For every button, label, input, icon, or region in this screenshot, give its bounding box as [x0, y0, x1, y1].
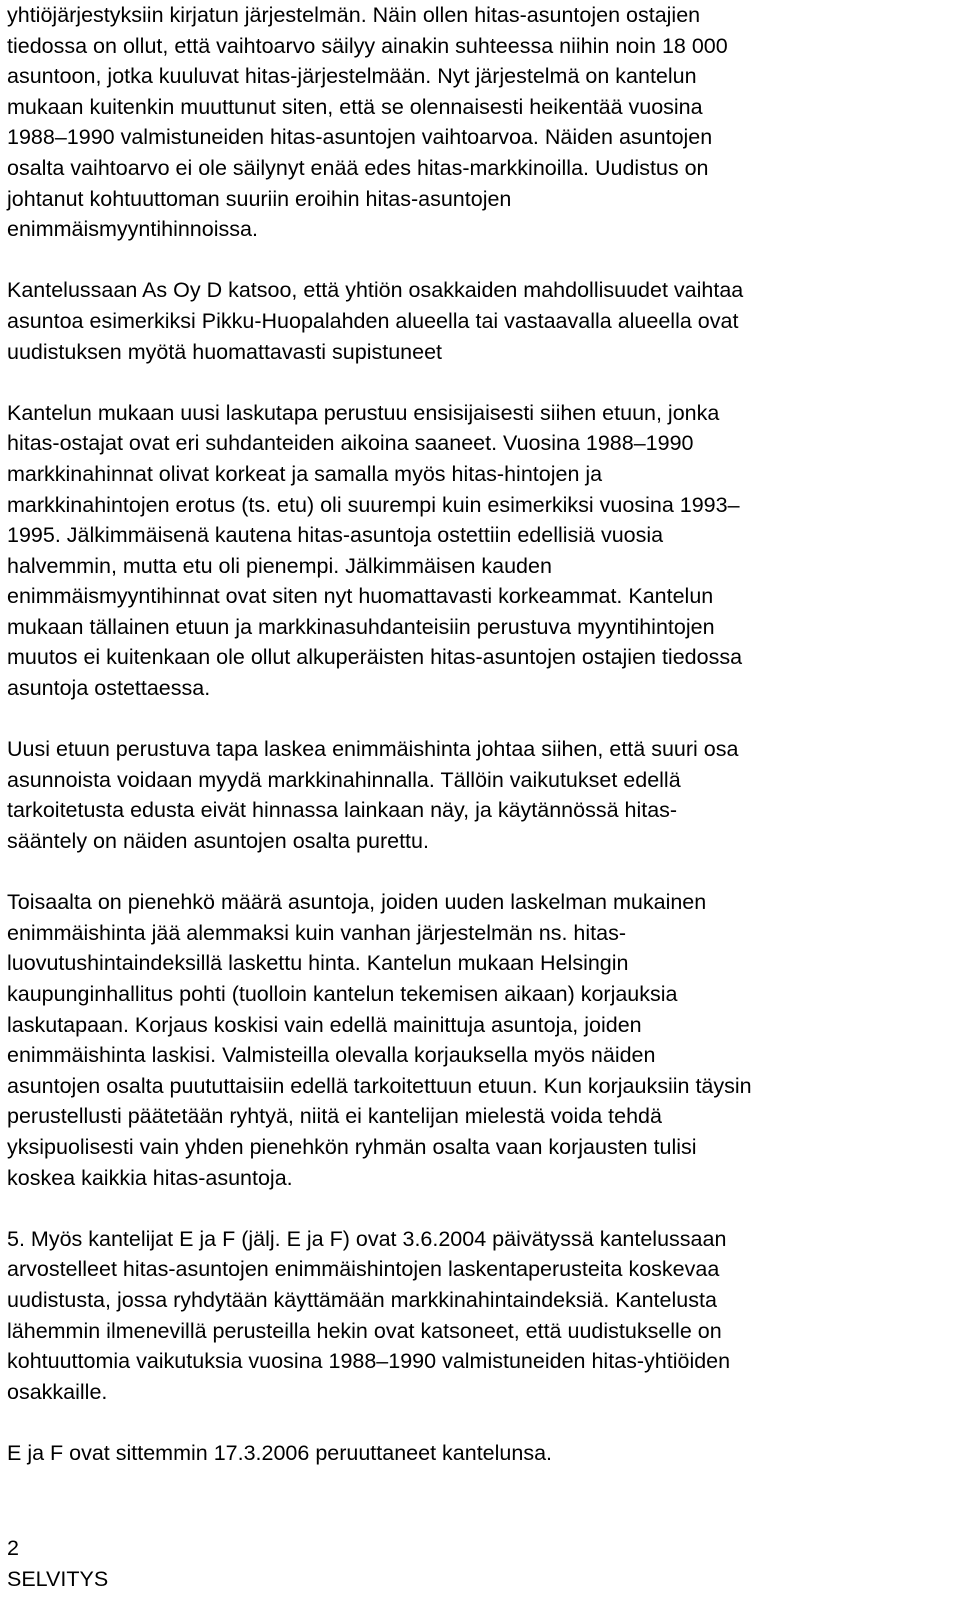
text-line: asuntojen osalta puututtaisiin edellä tarkoitettuun etuun. Kun korjauksiin täysin [7, 1073, 752, 1098]
text-line: 1988–1990 valmistuneiden hitas-asuntojen vaihtoarvoa. Näiden asuntojen [7, 125, 713, 150]
paragraph-6 [7, 1224, 952, 1408]
text-line: mukaan tällainen etuun ja markkinasuhdanteisiin perustuva myyntihintojen [7, 614, 715, 639]
text-line: hitas-ostajat ovat eri suhdanteiden aikoina saaneet. Vuosina 1988–1990 [7, 431, 694, 456]
text-line: johtanut kohtuuttoman suuriin eroihin hitas-asuntojen [7, 186, 512, 211]
text-line: kaupunginhallitus pohti (tuolloin kantelun tekemisen aikaan) korjauksia [7, 982, 678, 1006]
paragraph-5 [7, 887, 952, 1193]
paragraph-7 [7, 1438, 952, 1469]
text-line: asuntoja ostettaessa. [7, 676, 211, 701]
text-line: luovutushintaindeksillä laskettu hinta. Kantelun mukaan Helsingin [7, 951, 629, 976]
text-line: mukaan kuitenkin muuttunut siten, että se olennaisesti heikentää vuosina [7, 94, 703, 119]
paragraph-1 [7, 0, 952, 245]
text-line: asuntoon, jotka kuuluvat hitas-järjestelmään. Nyt järjestelmä on kantelun [7, 64, 697, 89]
text-line: E ja F ovat sittemmin 17.3.2006 peruuttaneet kantelunsa. [7, 1440, 552, 1465]
text-line: Uusi etuun perustuva tapa laskea enimmäishinta johtaa siihen, että suuri osa [7, 737, 739, 762]
text-line: Kantelussaan As Oy D katsoo, että yhtiön osakkaiden mahdollisuudet vaihtaa [7, 278, 744, 303]
text-line: asuntoa esimerkiksi Pikku-Huopalahden alueella tai vastaavalla alueella ovat [7, 308, 739, 333]
text-line: tarkoitetusta edusta eivät hinnassa lainkaan näy, ja käytännössä hitas- [7, 798, 678, 823]
paragraph-3 [7, 398, 952, 704]
text-line: uudistusta, jossa ryhdytään käyttämään markkinahintaindeksiä. Kantelusta [7, 1287, 717, 1312]
text-line: Toisaalta on pienehkö määrä asuntoja, joiden uuden laskelman mukainen [7, 890, 707, 915]
text-line: enimmäismyyntihinnoissa. [7, 217, 258, 242]
text-line: 1995. Jälkimmäisenä kautena hitas-asuntoja ostettiin edellisiä vuosia [7, 523, 664, 548]
page-footer [7, 1533, 108, 1594]
page-number: 2 [7, 1536, 19, 1560]
text-line: Kantelun mukaan uusi laskutapa perustuu ensisijaisesti siihen etuun, jonka [7, 400, 720, 425]
paragraph-4 [7, 734, 952, 856]
text-line: yhtiöjärjestyksiin kirjatun järjestelmän. Näin ollen hitas-asuntojen ostajien [7, 3, 701, 27]
text-line: tiedossa on ollut, että vaihtoarvo säilyy ainakin suhteessa niihin noin 18 000 [7, 33, 728, 58]
text-line: arvostelleet hitas-asuntojen enimmäishintojen laskentaperusteita koskevaa [7, 1257, 720, 1282]
text-line: lähemmin ilmenevillä perusteilla hekin ovat katsoneet, että uudistukselle on [7, 1318, 722, 1343]
text-line: halvemmin, mutta etu oli pienempi. Jälkimmäisen kauden [7, 553, 552, 578]
paragraph-2 [7, 275, 952, 367]
text-line: markkinahinnat olivat korkeat ja samalla myös hitas-hintojen ja [7, 461, 603, 486]
text-line: osalta vaihtoarvo ei ole säilynyt enää edes hitas-markkinoilla. Uudistus on [7, 155, 709, 180]
text-line: koskea kaikkia hitas-asuntoja. [7, 1165, 293, 1190]
text-line: asunnoista voidaan myydä markkinahinnalla. Tällöin vaikutukset edellä [7, 767, 681, 792]
text-line: 5. Myös kantelijat E ja F (jälj. E ja F) ovat 3.6.2004 päivätyssä kantelussaan [7, 1226, 727, 1251]
document-body [7, 0, 952, 1499]
text-line: enimmäishinta laskisi. Valmisteilla olevalla korjauksella myös näiden [7, 1043, 656, 1068]
text-line: osakkaille. [7, 1379, 108, 1404]
text-line: muutos ei kuitenkaan ole ollut alkuperäisten hitas-asuntojen ostajien tiedossa [7, 645, 743, 670]
text-line: sääntely on näiden asuntojen osalta purettu. [7, 829, 429, 854]
text-line: yksipuolisesti vain yhden pienehkön ryhmän osalta vaan korjausten tulisi [7, 1134, 697, 1159]
text-line: enimmäismyyntihinnat ovat siten nyt huomattavasti korkeammat. Kantelun [7, 584, 714, 609]
text-line: perustellusti päätetään ryhtyä, niitä ei kantelijan mielestä voida tehdä [7, 1104, 662, 1129]
footer-label: SELVITYS [7, 1566, 109, 1591]
text-line: laskutapaan. Korjaus koskisi vain edellä mainittuja asuntoja, joiden [7, 1012, 642, 1037]
text-line: enimmäishinta jää alemmaksi kuin vanhan järjestelmän ns. hitas- [7, 920, 627, 945]
text-line: kohtuuttomia vaikutuksia vuosina 1988–1990 valmistuneiden hitas-yhtiöiden [7, 1349, 731, 1374]
text-line: uudistuksen myötä huomattavasti supistuneet [7, 339, 443, 364]
text-line: markkinahintojen erotus (ts. etu) oli suurempi kuin esimerkiksi vuosina 1993– [7, 492, 740, 517]
